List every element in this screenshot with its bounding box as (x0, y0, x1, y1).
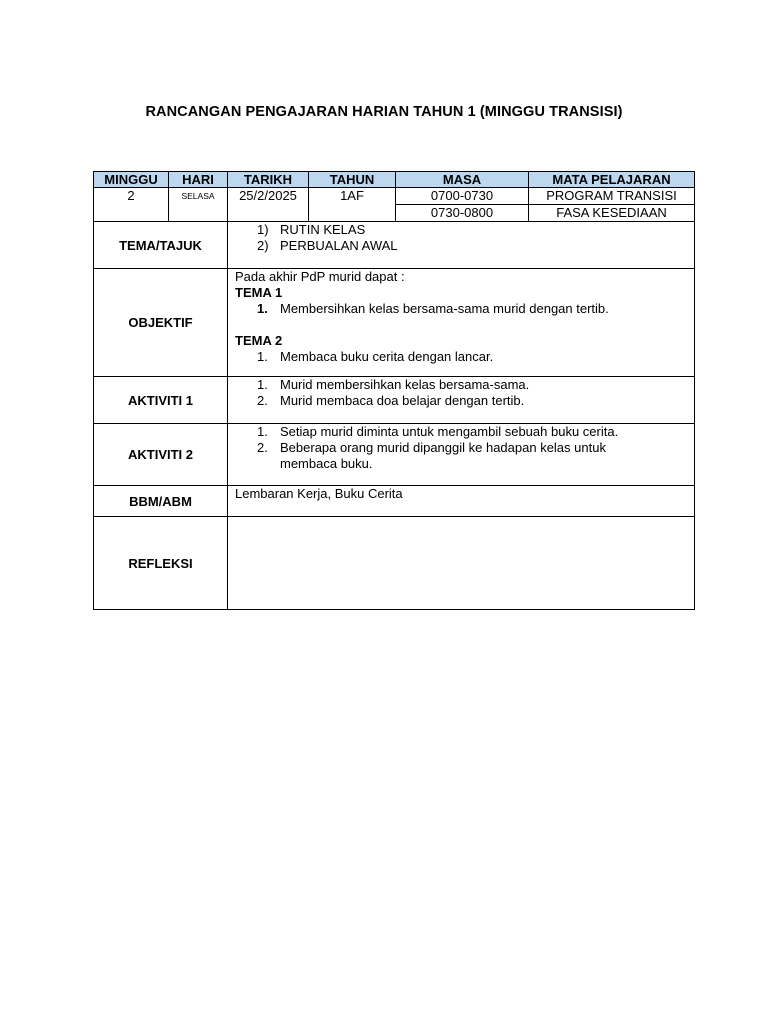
tema-label: TEMA/TAJUK (94, 222, 228, 269)
list-item (228, 301, 694, 317)
objektif-content (228, 269, 695, 377)
header-tarikh: TARIKH (228, 172, 309, 188)
masa-value-1: 0700-0730 (396, 188, 529, 205)
header-row (94, 172, 695, 188)
masa-value-2: 0730-0800 (396, 205, 529, 222)
list-text: Membersihkan kelas bersama-sama murid dengan tertib. (280, 301, 609, 316)
refleksi-content[interactable] (228, 517, 695, 610)
list-number: 1. (257, 349, 268, 364)
header-masa: MASA (396, 172, 529, 188)
list-number: 1. (257, 424, 268, 439)
list-text: Setiap murid diminta untuk mengambil sebuah buku cerita. (280, 424, 619, 439)
header-minggu: MINGGU (94, 172, 169, 188)
list-item (228, 440, 654, 472)
list-number: 2. (257, 440, 268, 455)
tema2-title: TEMA 2 (235, 333, 283, 348)
header-tahun: TAHUN (309, 172, 396, 188)
tema-content (228, 222, 695, 269)
bbm-content: Lembaran Kerja, Buku Cerita (228, 486, 695, 517)
header-mata-pelajaran: MATA PELAJARAN (529, 172, 695, 188)
objektif-row (94, 269, 695, 377)
list-text: Murid membersihkan kelas bersama-sama. (280, 377, 530, 392)
list-text: Murid membaca doa belajar dengan tertib. (280, 393, 525, 408)
list-item (228, 393, 694, 409)
info-row-1 (94, 188, 695, 205)
list-item (228, 424, 654, 440)
tema1-title: TEMA 1 (235, 285, 283, 300)
list-number: 1. (257, 377, 268, 392)
list-item (228, 238, 694, 254)
list-item (228, 377, 694, 393)
lesson-plan-table (93, 171, 695, 610)
objektif-intro: Pada akhir PdP murid dapat : (235, 269, 405, 284)
list-number: 1) (257, 222, 269, 237)
hari-value: SELASA (169, 188, 228, 222)
header-hari: HARI (169, 172, 228, 188)
list-item (228, 222, 694, 238)
minggu-value: 2 (94, 188, 169, 222)
bbm-label: BBM/ABM (94, 486, 228, 517)
list-number: 2) (257, 238, 269, 253)
list-text: Beberapa orang murid dipanggil ke hadapan kelas untuk membaca buku. (280, 440, 606, 471)
aktiviti1-row (94, 377, 695, 424)
subjek-value-2: FASA KESEDIAAN (529, 205, 695, 222)
list-number: 2. (257, 393, 268, 408)
aktiviti2-content (228, 424, 695, 486)
list-text: PERBUALAN AWAL (280, 238, 398, 253)
aktiviti1-content (228, 377, 695, 424)
aktiviti2-row (94, 424, 695, 486)
objektif-label: OBJEKTIF (94, 269, 228, 377)
list-text: Membaca buku cerita dengan lancar. (280, 349, 494, 364)
refleksi-row (94, 517, 695, 610)
tahun-value: 1AF (309, 188, 396, 222)
list-item (228, 349, 694, 365)
tema-row (94, 222, 695, 269)
refleksi-label: REFLEKSI (94, 517, 228, 610)
subjek-value-1: PROGRAM TRANSISI (529, 188, 695, 205)
page-title: RANCANGAN PENGAJARAN HARIAN TAHUN 1 (MINGGU TRANSISI) (145, 104, 623, 120)
bbm-row (94, 486, 695, 517)
list-number: 1. (257, 301, 268, 316)
tarikh-value: 25/2/2025 (228, 188, 309, 222)
list-text: RUTIN KELAS (280, 222, 366, 237)
aktiviti2-label: AKTIVITI 2 (94, 424, 228, 486)
aktiviti1-label: AKTIVITI 1 (94, 377, 228, 424)
